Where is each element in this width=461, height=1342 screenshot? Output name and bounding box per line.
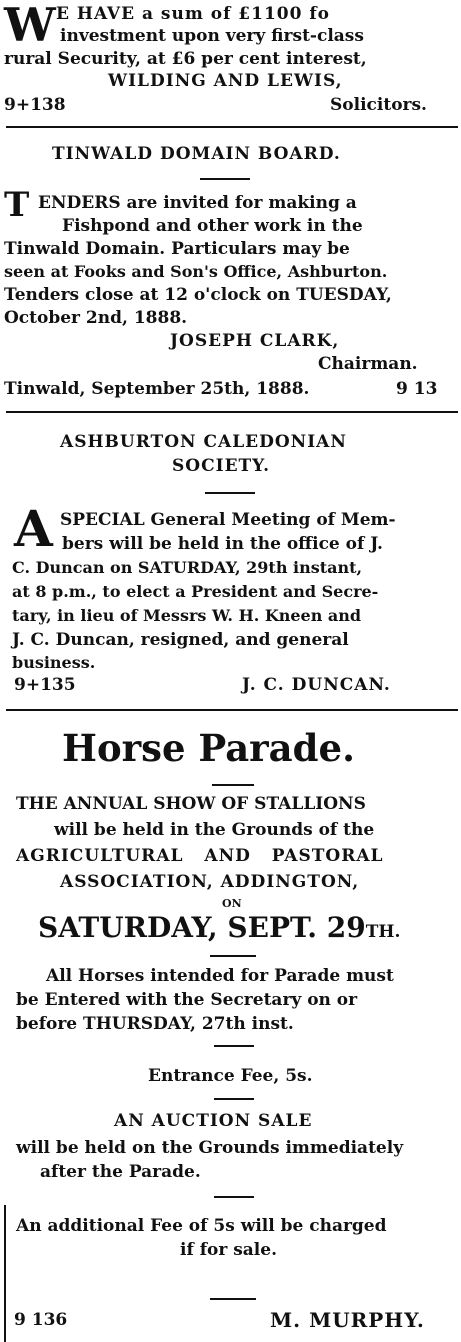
auction-heading: AN AUCTION SALE — [114, 1111, 313, 1131]
short-dash — [214, 1196, 254, 1198]
ad-text-line: will be held in the Grounds of the — [54, 820, 375, 840]
ad-heading: ASHBURTON CALEDONIAN — [60, 432, 347, 452]
ad-text-line: ENDERS are invited for making a — [38, 193, 357, 213]
ad-text-line: if for sale. — [180, 1240, 277, 1260]
ad-text-line: after the Parade. — [40, 1162, 201, 1182]
signer-name: J. C. DUNCAN. — [242, 675, 391, 695]
short-dash — [205, 492, 255, 494]
ad-text-line: rural Security, at £6 per cent interest, — [4, 49, 367, 69]
ad-reference: 9 136 — [14, 1310, 68, 1330]
short-dash — [212, 784, 254, 786]
ad-text-line: investment upon very first-class — [60, 26, 364, 46]
ad-text-line: Tinwald Domain. Particulars may be — [4, 239, 350, 259]
ad-text-line: tary, in lieu of Messrs W. H. Kneen and — [12, 606, 362, 625]
separator-rule — [6, 411, 458, 413]
column-rule — [4, 1205, 6, 1342]
ad-text-line: Fishpond and other work in the — [62, 216, 363, 236]
ad-text-line: All Horses intended for Parade must — [46, 966, 394, 986]
ad-heading: SOCIETY. — [172, 456, 271, 476]
short-dash — [210, 1298, 256, 1300]
ad-text-line: Tenders close at 12 o'clock on TUESDAY, — [4, 285, 392, 305]
ad-text-line: An additional Fee of 5s will be charged — [16, 1216, 387, 1236]
ad-text-line: will be held on the Grounds immediately — [16, 1138, 404, 1158]
signer-role: Chairman. — [318, 354, 418, 374]
ad-text-line: be Entered with the Secretary on or — [16, 990, 358, 1010]
drop-cap: W — [4, 0, 56, 52]
event-date — [38, 911, 401, 944]
ad-text-line: J. C. Duncan, resigned, and general — [12, 630, 349, 650]
ad-heading: TINWALD DOMAIN BOARD. — [52, 144, 341, 164]
drop-cap: T — [4, 185, 30, 225]
short-dash — [200, 178, 250, 180]
short-dash — [214, 1098, 254, 1100]
ad-text-line: E HAVE a sum of £1100 fo — [56, 4, 331, 24]
event-date-main: SATURDAY, SEPT. 29 — [38, 911, 366, 944]
ad-reference: 9+135 — [14, 675, 76, 695]
ad-text-line: THE ANNUAL SHOW OF STALLIONS — [16, 794, 366, 814]
event-date-suffix: TH. — [365, 922, 401, 942]
ad-reference: 9 13 — [396, 379, 438, 399]
ad-text-line: at 8 p.m., to elect a President and Secre- — [12, 582, 379, 601]
ad-text-line: AGRICULTURAL AND PASTORAL — [16, 846, 384, 866]
place-date: Tinwald, September 25th, 1888. — [4, 379, 310, 399]
short-dash — [210, 955, 256, 957]
ad-text-line: before THURSDAY, 27th inst. — [16, 1014, 294, 1034]
ad-text-line: ASSOCIATION, ADDINGTON, — [60, 872, 360, 892]
firm-name: WILDING AND LEWIS, — [108, 71, 343, 91]
signer-name: M. MURPHY. — [270, 1308, 425, 1332]
fee-line: Entrance Fee, 5s. — [148, 1066, 313, 1086]
separator-rule — [6, 126, 458, 128]
ad-reference: 9+138 — [4, 95, 66, 115]
signer-name: JOSEPH CLARK, — [170, 331, 340, 351]
short-dash — [214, 1045, 254, 1047]
ad-text-line: C. Duncan on SATURDAY, 29th instant, — [12, 558, 363, 577]
ad-title: Horse Parade. — [62, 726, 355, 770]
ad-text-line: seen at Fooks and Son's Office, Ashburton. — [4, 262, 388, 281]
ad-text-line: SPECIAL General Meeting of Mem- — [60, 510, 396, 530]
drop-cap: A — [14, 499, 53, 558]
on-label: ON — [222, 897, 242, 910]
firm-role: Solicitors. — [330, 95, 427, 115]
separator-rule — [6, 709, 458, 711]
ad-text-line: bers will be held in the office of J. — [62, 534, 383, 554]
ad-text-line: October 2nd, 1888. — [4, 308, 188, 328]
ad-text-line: business. — [12, 653, 96, 672]
